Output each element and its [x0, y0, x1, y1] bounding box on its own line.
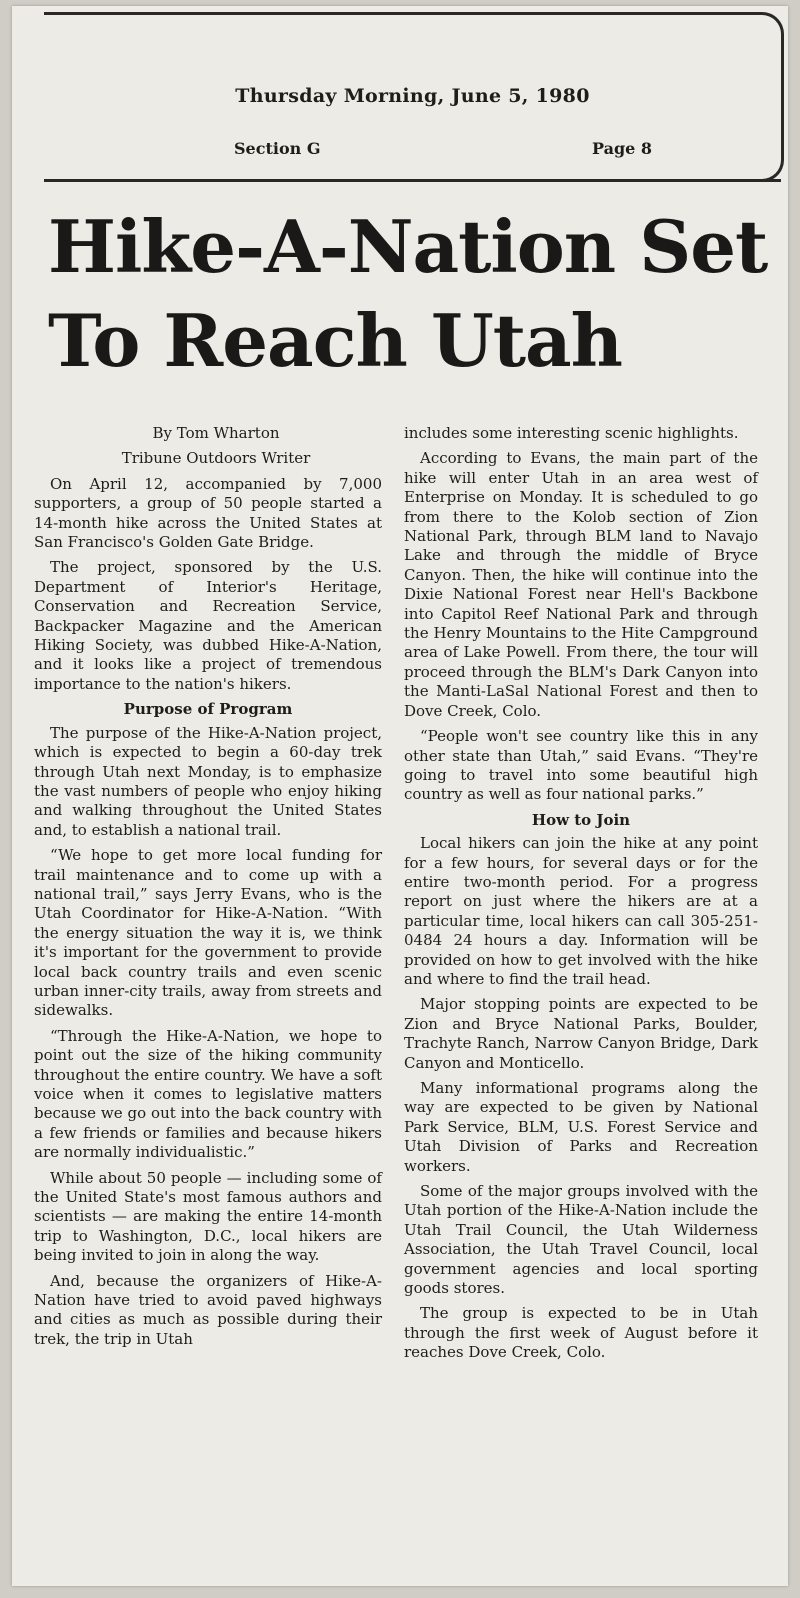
paragraph: The project, sponsored by the U.S. Department of Interior's Heritage, Conservation and Recreation Service, Backpacker Magazine and the American Hiking Society, was dubbed Hike-A-Nation, and it looks like a project of tremendous importance to the nation's hikers.	[34, 558, 382, 693]
paragraph: Major stopping points are expected to be Zion and Bryce National Parks, Boulder, Trachyte Ranch, Narrow Canyon Bridge, Dark Canyon and Monticello.	[404, 995, 758, 1072]
headline	[48, 200, 788, 388]
headline-line-2: To Reach Utah	[48, 298, 623, 383]
paragraph: And, because the organizers of Hike-A-Nation have tried to avoid paved highways and cities as much as possible during their trek, the trip in Utah	[34, 1271, 382, 1348]
paragraph: While about 50 people — including some of the United State's most famous authors and scientists — are making the entire 14-month trip to Washington, D.C., local hikers are being invited to join in along the way.	[34, 1168, 382, 1265]
byline: By Tom Wharton	[152, 424, 280, 442]
masthead-box	[44, 12, 784, 182]
article-column-left	[34, 424, 382, 1355]
headline-line-1: Hike-A-Nation Set	[48, 204, 768, 289]
paragraph: includes some interesting scenic highlights.	[404, 424, 739, 442]
paragraph: Many informational programs along the way are expected to be given by National Park Service, BLM, U.S. Forest Service and Utah Division of Parks and Recreation workers.	[404, 1079, 758, 1175]
subhead-how-to-join: How to Join	[531, 810, 631, 829]
paragraph: Local hikers can join the hike at any point for a few hours, for several days or for the entire two-month period. For a progress report on just where the hikers are at a particular time, local hikers can call 305-251-0484 24 hours a day. Information will be provided on how to get involved with the hike and where to find the trail head.	[404, 834, 758, 988]
byline-block	[34, 424, 382, 469]
paragraph: “We hope to get more local funding for trail maintenance and to come up with a national trail,” says Jerry Evans, who is the Utah Coordinator for Hike-A-Nation. “With the energy situation the way it is, we think it's important for the government to provide local back country trails and even scenic urban inner-city trails, away from streets and sidewalks.	[34, 846, 382, 1020]
paragraph: Some of the major groups involved with the Utah portion of the Hike-A-Nation include the Utah Trail Council, the Utah Wilderness Association, the Utah Travel Council, local government agencies and local sporting goods stores.	[404, 1182, 758, 1298]
paragraph: “Through the Hike-A-Nation, we hope to point out the size of the hiking community throughout the entire country. We have a soft voice when it comes to legislative matters because we go out into the back country with a few friends or families and because hikers are normally individualistic.”	[34, 1026, 382, 1162]
dateline: Thursday Morning, June 5, 1980	[235, 85, 590, 107]
paragraph: The purpose of the Hike-A-Nation project, which is expected to begin a 60-day trek through Utah next Monday, is to emphasize the vast numbers of people who enjoy hiking and walking throughout the United States and, to establish a national trail.	[34, 723, 382, 839]
paragraph: According to Evans, the main part of the hike will enter Utah in an area west of Enterprise on Monday. It is scheduled to go from there to the Kolob section of Zion National Park, through BLM land to Navajo Lake and through the middle of Bryce Canyon. Then, the hike will continue into the Dixie National Forest near Hell's Backbone into Capitol Reef National Park and through the Henry Mountains to the Hite Campground area of Lake Powell. From there, the tour will proceed through the BLM's Dark Canyon into the Manti-LaSal National Forest and then to Dove Creek, Colo.	[404, 449, 758, 720]
section-label: Section G	[234, 139, 321, 158]
paragraph: The group is expected to be in Utah through the first week of August before it reaches Dove Creek, Colo.	[404, 1304, 758, 1362]
paragraph: “People won't see country like this in any other state than Utah,” said Evans. “They're going to travel into some beautiful high country as well as four national parks.”	[404, 727, 758, 804]
author-role: Tribune Outdoors Writer	[121, 449, 311, 468]
page-number: Page 8	[592, 139, 653, 158]
article-column-right	[404, 424, 758, 1369]
paragraph: On April 12, accompanied by 7,000 supporters, a group of 50 people started a 14-month hike across the United States at San Francisco's Golden Gate Bridge.	[34, 474, 382, 552]
subhead-purpose: Purpose of Program	[123, 700, 293, 719]
